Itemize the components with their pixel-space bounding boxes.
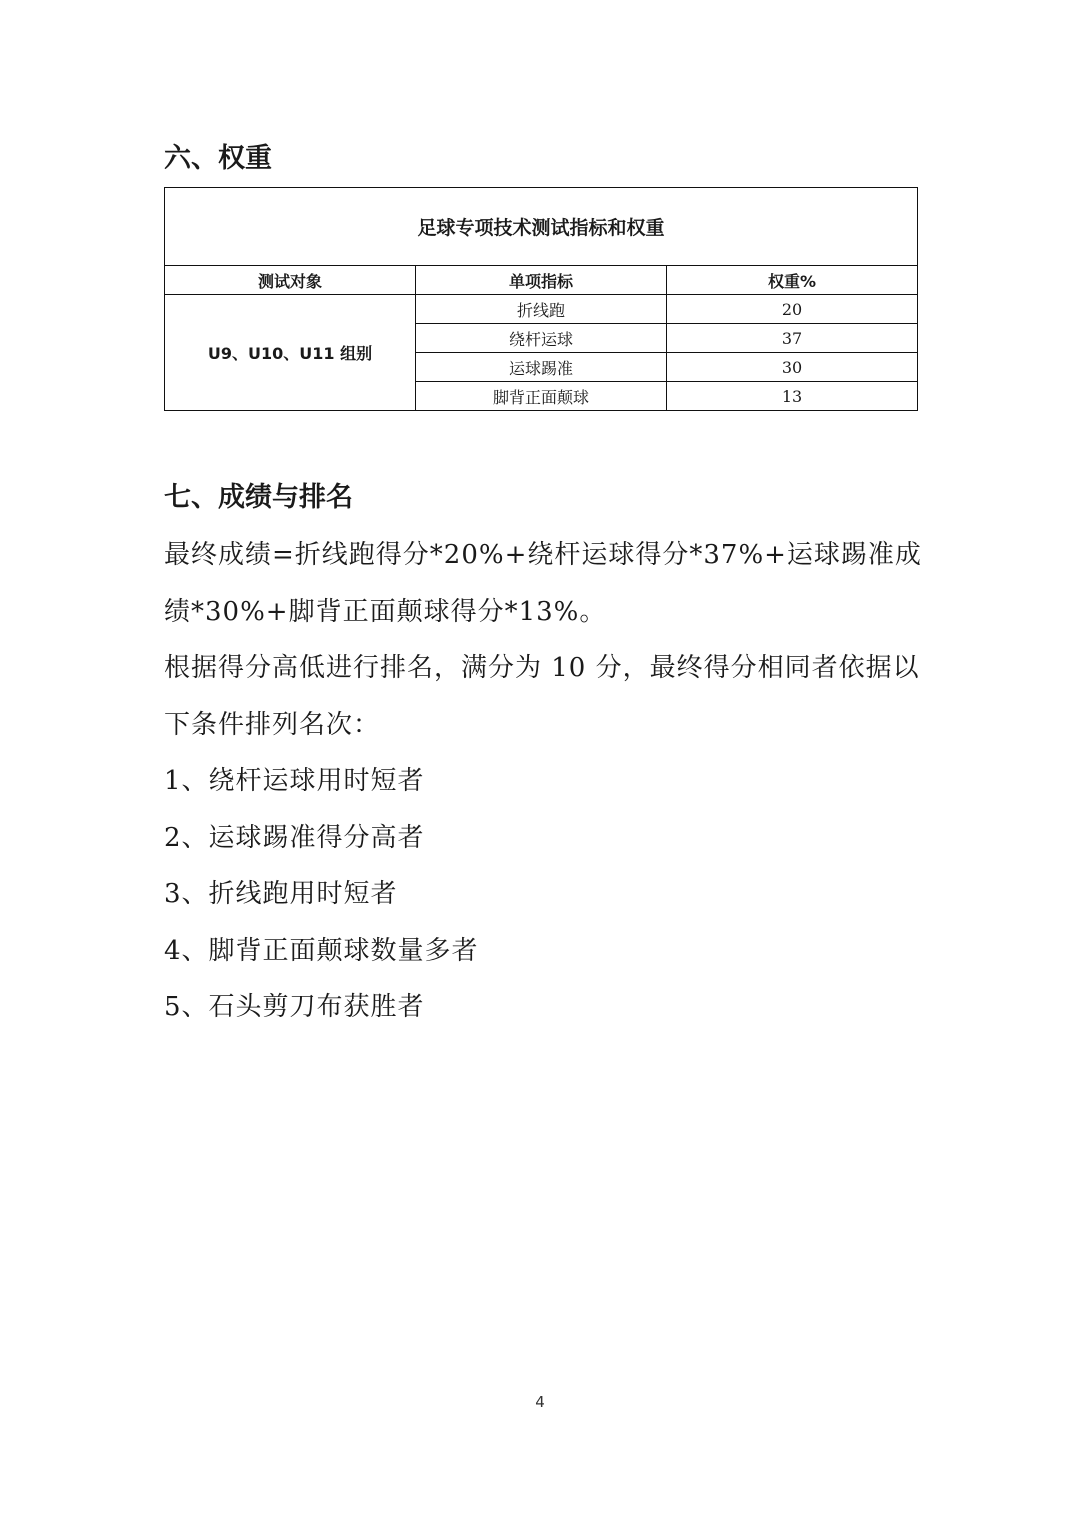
weight-cell: 13 bbox=[667, 382, 918, 411]
table-row bbox=[165, 295, 918, 324]
ranking-rule-text: 根据得分高低进行排名，满分为 10 分，最终得分相同者依据以下条件排列名次： bbox=[164, 653, 920, 740]
table-caption: 足球专项技术测试指标和权重 bbox=[165, 188, 918, 266]
column-header-weight: 权重% bbox=[667, 266, 918, 295]
list-item: 3、折线跑用时短者 bbox=[164, 879, 398, 909]
section-heading-weights: 六、权重 bbox=[164, 143, 272, 174]
column-header-indicator: 单项指标 bbox=[416, 266, 667, 295]
page-number: 4 bbox=[535, 1393, 545, 1411]
tiebreak-conditions-list bbox=[164, 753, 479, 1036]
table-header-row bbox=[165, 266, 918, 295]
indicator-cell: 运球踢准 bbox=[416, 353, 667, 382]
final-score-formula: 最终成绩=折线跑得分*20%+绕杆运球得分*37%+运球踢准成绩*30%+脚背正面颠球得分*13%。 bbox=[164, 540, 922, 627]
weight-cell: 30 bbox=[667, 353, 918, 382]
list-item: 2、运球踢准得分高者 bbox=[164, 822, 425, 853]
list-item: 5、石头剪刀布获胜者 bbox=[164, 992, 425, 1022]
indicator-cell: 绕杆运球 bbox=[416, 324, 667, 353]
weights-table bbox=[164, 187, 918, 411]
list-item: 4、脚背正面颠球数量多者 bbox=[164, 935, 479, 966]
section-heading-results-ranking: 七、成绩与排名 bbox=[164, 482, 353, 513]
column-header-test-target: 测试对象 bbox=[165, 266, 416, 295]
table-caption-row bbox=[165, 188, 918, 266]
group-cell: U9、U10、U11 组别 bbox=[165, 295, 416, 411]
weight-cell: 37 bbox=[667, 324, 918, 353]
indicator-cell: 折线跑 bbox=[416, 295, 667, 324]
weight-cell: 20 bbox=[667, 295, 918, 324]
list-item: 1、绕杆运球用时短者 bbox=[164, 766, 425, 796]
indicator-cell: 脚背正面颠球 bbox=[416, 382, 667, 411]
